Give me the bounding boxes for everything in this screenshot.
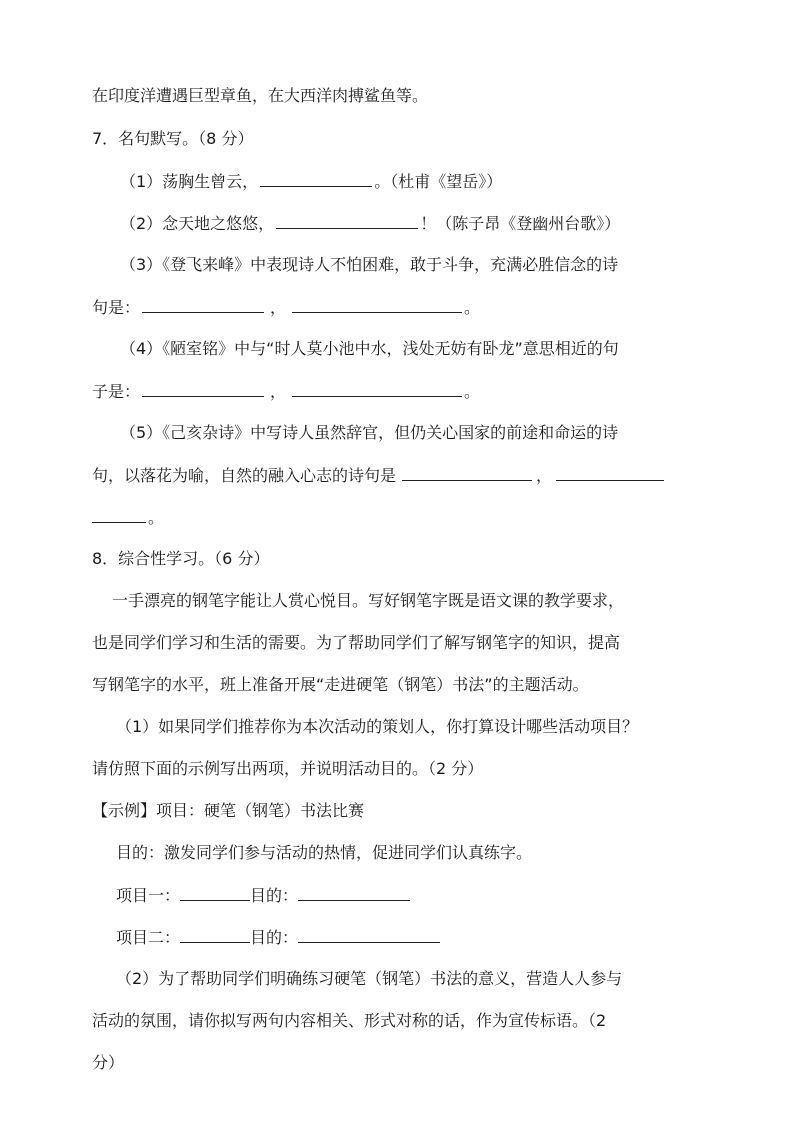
q8-sub1-line1: （1）如果同学们推荐你为本次活动的策划人，你打算设计哪些活动项目？ (116, 717, 639, 736)
separator: ， (270, 298, 287, 317)
q7-item-2-source: ！（陈子昂《登幽州台歌》） (420, 214, 621, 233)
answer-blank[interactable] (292, 380, 462, 397)
q8-paragraph-line3: 写钢笔字的水平，班上准备开展“走进硬笔（钢笔）书法”的主题活动。 (92, 675, 589, 694)
q7-item-4-line2 (92, 380, 480, 403)
terminator: 。 (464, 298, 481, 317)
answer-blank[interactable] (92, 506, 146, 523)
answer-blank[interactable] (276, 212, 418, 229)
answer-blank[interactable] (292, 296, 462, 313)
answer-blank[interactable] (180, 926, 250, 943)
aim-label: 目的： (250, 928, 299, 947)
example-purpose: 目的：激发同学们参与活动的热情，促进同学们认真练字。 (116, 843, 533, 862)
terminator: 。 (464, 382, 481, 401)
intro-line: 在印度洋遭遇巨型章鱼，在大西洋肉搏鲨鱼等。 (92, 86, 429, 105)
q7-item-5-line3 (92, 506, 164, 529)
q7-item-4-prefix: 子是： (92, 382, 141, 401)
q7-item-3-line1: （3）《登飞来峰》中表现诗人不怕困难，敢于斗争，充满必胜信念的诗 (120, 255, 619, 274)
q8-paragraph-line1: 一手漂亮的钢笔字能让人赏心悦目。写好钢笔字既是语文课的教学要求， (112, 591, 625, 610)
q8-sub2-line2: 活动的氛围，请你拟写两句内容相关、形式对称的话，作为宣传标语。（2 (92, 1011, 607, 1030)
answer-blank[interactable] (298, 926, 440, 943)
separator: ， (536, 466, 553, 485)
answer-blank[interactable] (298, 884, 410, 901)
project-1-line (116, 884, 410, 907)
answer-blank[interactable] (260, 170, 372, 187)
answer-blank[interactable] (142, 296, 264, 313)
q7-title: 7．名句默写。（8 分） (92, 129, 254, 148)
q7-item-1 (120, 170, 502, 193)
q8-paragraph-line2: 也是同学们学习和生活的需要。为了帮助同学们了解写钢笔字的知识，提高 (92, 633, 621, 652)
q7-item-3-line2 (92, 296, 480, 319)
project-2-line (116, 926, 440, 949)
q7-item-4-line1: （4）《陋室铭》中与“时人莫小池中水，浅处无妨有卧龙”意思相近的句 (120, 339, 619, 358)
q7-item-5-line1: （5）《己亥杂诗》中写诗人虽然辞官，但仍关心国家的前途和命运的诗 (120, 423, 619, 442)
separator: ， (270, 382, 287, 401)
q8-sub1-line2: 请仿照下面的示例写出两项，并说明活动目的。（2 分） (92, 759, 484, 778)
q7-item-5-line2 (92, 464, 666, 487)
terminator: 。 (148, 508, 165, 527)
project-2-label: 项目二： (116, 928, 181, 947)
answer-blank[interactable] (180, 884, 250, 901)
q7-item-2-text: （2）念天地之悠悠， (120, 214, 275, 233)
answer-blank[interactable] (556, 464, 664, 481)
example-line: 【示例】项目：硬笔（钢笔）书法比赛 (92, 801, 365, 820)
q7-item-5-prefix: 句，以落花为喻，自然的融入心志的诗句是 (92, 466, 397, 485)
q7-item-1-text: （1）荡胸生曾云， (120, 172, 259, 191)
q8-title: 8．综合性学习。（6 分） (92, 549, 270, 568)
q8-sub2-line3: 分） (92, 1053, 125, 1072)
q7-item-2 (120, 212, 620, 235)
answer-blank[interactable] (142, 380, 264, 397)
project-1-label: 项目一： (116, 886, 181, 905)
q7-item-3-prefix: 句是： (92, 298, 141, 317)
q7-item-1-source: 。（杜甫《望岳》） (374, 172, 503, 191)
q8-sub2-line1: （2）为了帮助同学们明确练习硬笔（钢笔）书法的意义，营造人人参与 (116, 969, 623, 988)
aim-label: 目的： (250, 886, 299, 905)
answer-blank[interactable] (402, 464, 532, 481)
